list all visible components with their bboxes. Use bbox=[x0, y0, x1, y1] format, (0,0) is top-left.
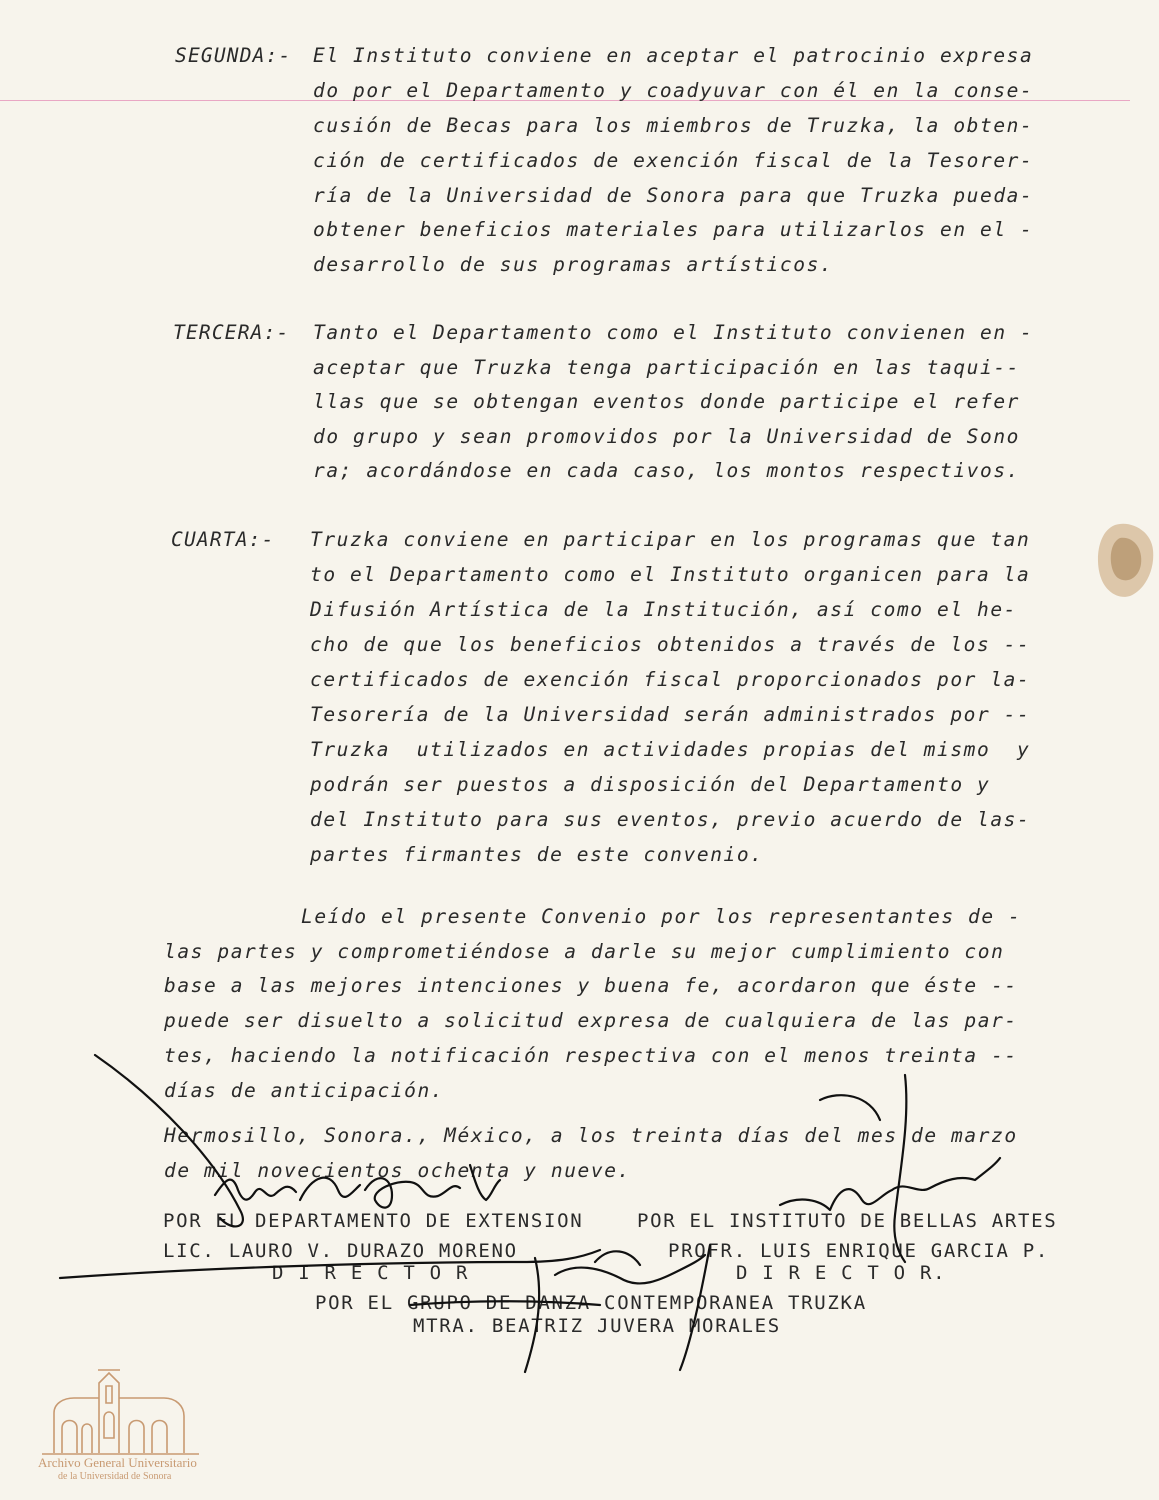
clause-line: del Instituto para sus eventos, previo acuerdo de las- bbox=[310, 808, 1031, 831]
archive-logo-subcaption: de la Universidad de Sonora bbox=[58, 1471, 172, 1482]
place-date-line: de mil novecientos ochenta y nueve. bbox=[164, 1159, 631, 1182]
place-date-line: Hermosillo, Sonora., México, a los treinta días del mes de marzo bbox=[164, 1124, 1018, 1147]
signatory-center-name: MTRA. BEATRIZ JUVERA MORALES bbox=[413, 1315, 781, 1337]
clause-line: desarrollo de sus programas artísticos. bbox=[313, 253, 834, 276]
clause-line: Truzka conviene en participar en los programas que tan bbox=[310, 528, 1031, 551]
clause-line: Truzka utilizados en actividades propias del mismo y bbox=[310, 738, 1031, 761]
signatory-right-org: POR EL INSTITUTO DE BELLAS ARTES bbox=[637, 1210, 1058, 1232]
clause-line: llas que se obtengan eventos donde participe el refer bbox=[313, 390, 1021, 413]
clause-line: certificados de exención fiscal proporcionados por la- bbox=[310, 668, 1031, 691]
clause-line: to el Departamento como el Instituto organicen para la bbox=[310, 563, 1031, 586]
closing-line: días de anticipación. bbox=[164, 1079, 445, 1102]
clause-line: ción de certificados de exención fiscal de la Tesorer- bbox=[313, 149, 1034, 172]
clause-line: obtener beneficios materiales para utilizarlos en el - bbox=[313, 218, 1034, 241]
signatory-left-title: D I R E C T O R bbox=[272, 1262, 470, 1284]
closing-line: base a las mejores intenciones y buena fe, acordaron que éste -- bbox=[164, 974, 1018, 997]
closing-line: puede ser disuelto a solicitud expresa de cualquiera de las par- bbox=[164, 1009, 1018, 1032]
clause-label-cuarta: CUARTA:- bbox=[171, 528, 275, 551]
signatory-left-name: LIC. LAURO V. DURAZO MORENO bbox=[163, 1240, 518, 1262]
clause-line: Difusión Artística de la Institución, así como el he- bbox=[310, 598, 1018, 621]
clause-line: aceptar que Truzka tenga participación en las taqui-- bbox=[313, 356, 1021, 379]
closing-line: tes, haciendo la notificación respectiva con el menos treinta -- bbox=[164, 1044, 1018, 1067]
archive-logo-caption: Archivo General Universitario bbox=[38, 1455, 197, 1470]
clause-line: ría de la Universidad de Sonora para que Truzka pueda- bbox=[313, 184, 1034, 207]
signatory-left-org: POR EL DEPARTAMENTO DE EXTENSION bbox=[163, 1210, 584, 1232]
clause-line: Tanto el Departamento como el Instituto convienen en - bbox=[313, 321, 1034, 344]
signatory-right-name: PROFR. LUIS ENRIQUE GARCIA P. bbox=[668, 1240, 1050, 1262]
clause-line: podrán ser puestos a disposición del Departamento y bbox=[310, 773, 991, 796]
clause-line: do grupo y sean promovidos por la Universidad de Sono bbox=[313, 425, 1021, 448]
clause-line: El Instituto conviene en aceptar el patrocinio expresa bbox=[313, 44, 1034, 67]
signatory-center-org: POR EL GRUPO DE DANZA CONTEMPORANEA TRUZKA bbox=[315, 1292, 867, 1314]
clause-line: ra; acordándose en cada caso, los montos respectivos. bbox=[313, 459, 1021, 482]
clause-line: partes firmantes de este convenio. bbox=[310, 843, 764, 866]
clause-line: Tesorería de la Universidad serán administrados por -- bbox=[310, 703, 1031, 726]
signatory-right-title: D I R E C T O R. bbox=[736, 1262, 947, 1284]
clause-label-segunda: SEGUNDA:- bbox=[175, 44, 292, 67]
closing-line: las partes y comprometiéndose a darle su mejor cumplimiento con bbox=[164, 940, 1005, 963]
clause-line: cho de que los beneficios obtenidos a través de los -- bbox=[310, 633, 1031, 656]
clause-label-tercera: TERCERA:- bbox=[173, 321, 290, 344]
clause-line: cusión de Becas para los miembros de Truzka, la obten- bbox=[313, 114, 1034, 137]
clause-line: do por el Departamento y coadyuvar con él en la conse- bbox=[313, 79, 1034, 102]
closing-line: Leído el presente Convenio por los representantes de - bbox=[301, 905, 1022, 928]
